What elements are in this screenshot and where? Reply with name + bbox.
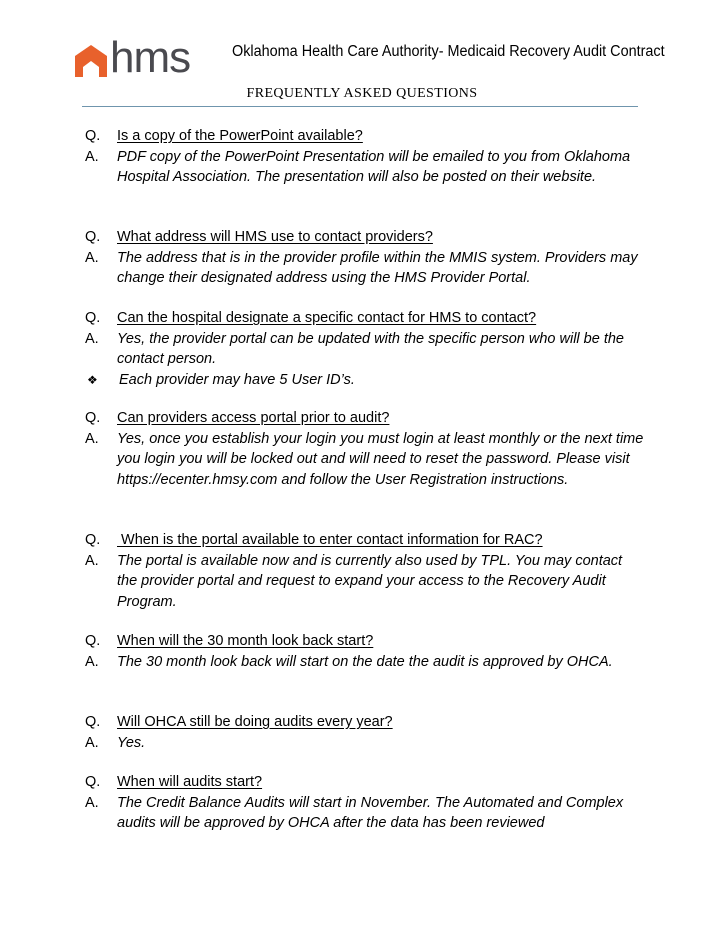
faq-item (85, 530, 645, 612)
answer-text: The Credit Balance Audits will start in November. The Automated and Complex audits will be approved by OHCA after the data has been reviewed (117, 794, 624, 831)
question-marker: Q. (85, 633, 101, 649)
answer-marker: A. (85, 653, 99, 670)
answer-text: Yes, the provider portal can be updated with the specific person who will be the contact person. (117, 330, 624, 367)
question-text: Can the hospital designate a specific contact for HMS to contact? (117, 310, 537, 326)
question-text: When will the 30 month look back start? (117, 633, 374, 649)
faq-item (85, 712, 645, 753)
answer-marker: A. (85, 734, 99, 751)
diamond-bullet-icon: ❖ (87, 372, 98, 387)
answer-marker: A. (85, 330, 99, 347)
answer-text: PDF copy of the PowerPoint Presentation will be emailed to you from Oklahoma Hospital Association. The presentation will also be posted on their website. (117, 148, 631, 185)
logo-text: hms (110, 33, 191, 82)
question-text: Can providers access portal prior to audit? (117, 410, 390, 426)
answer-text: The address that is in the provider profile within the MMIS system. Providers may change their designated address using the HMS Provider Portal. (117, 249, 638, 286)
answer-text: Yes. (117, 734, 146, 751)
answer-marker: A. (85, 552, 99, 569)
answer-text: Yes, once you establish your login you must login at least monthly or the next time you login you will be locked out and will need to reset the password. Please visit https://ecenter.hmsy.com and follow the User Registration instructions. (117, 430, 644, 488)
answer-text: The 30 month look back will start on the date the audit is approved by OHCA. (117, 653, 613, 670)
question-marker: Q. (85, 410, 101, 426)
answer-marker: A. (85, 249, 99, 266)
page-title: FREQUENTLY ASKED QUESTIONS (246, 86, 478, 101)
question-marker: Q. (85, 774, 101, 790)
answer-note: Each provider may have 5 User ID’s. (119, 371, 355, 388)
answer-marker: A. (85, 148, 99, 165)
question-text: Is a copy of the PowerPoint available? (117, 128, 363, 144)
question-marker: Q. (85, 229, 101, 245)
answer-text: The portal is available now and is currently also used by TPL. You may contact the provider portal and request to expand your access to the Recovery Audit Program. (117, 552, 623, 610)
answer-marker: A. (85, 430, 99, 447)
question-text: Will OHCA still be doing audits every year? (117, 714, 393, 730)
answer-marker: A. (85, 794, 99, 811)
question-text: What address will HMS use to contact providers? (117, 229, 433, 245)
question-marker: Q. (85, 128, 101, 144)
question-text: When is the portal available to enter contact information for RAC? (117, 532, 543, 548)
document-header-title: Oklahoma Health Care Authority- Medicaid Recovery Audit Contract (232, 43, 665, 60)
faq-item (85, 772, 645, 834)
question-text: When will audits start? (117, 774, 263, 790)
faq-item (85, 126, 645, 188)
faq-item (85, 227, 645, 289)
faq-item (85, 408, 645, 490)
faq-item (85, 631, 645, 672)
question-marker: Q. (85, 714, 101, 730)
faq-item (85, 308, 645, 390)
question-marker: Q. (85, 532, 101, 548)
question-marker: Q. (85, 310, 101, 326)
